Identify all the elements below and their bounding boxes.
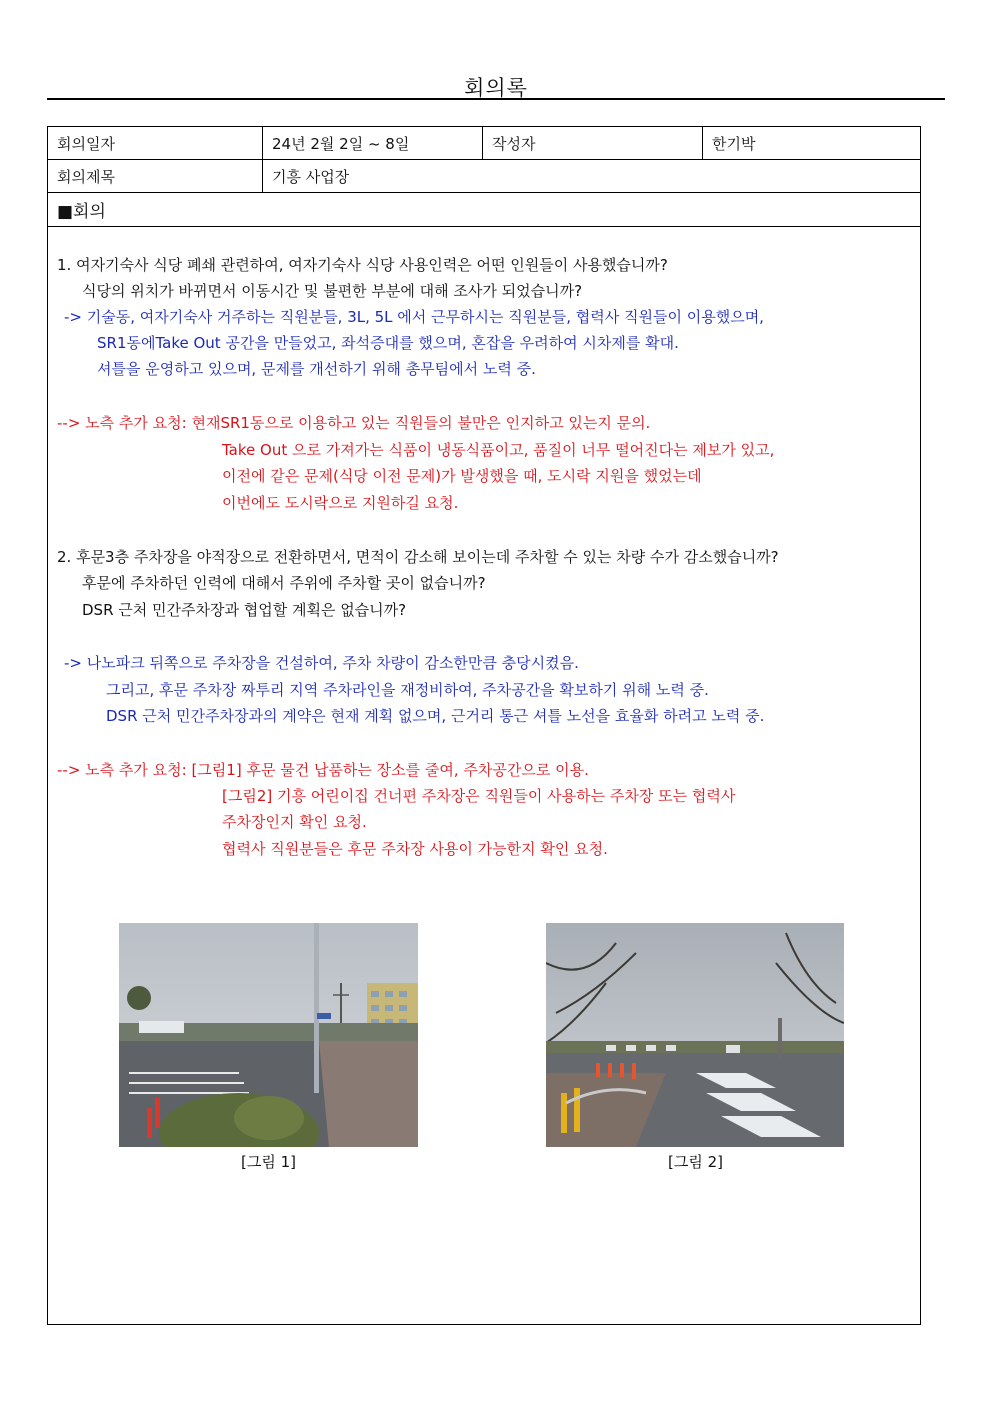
q2-request-line: [그림2] 기흥 어린이집 건너편 주차장은 직원들이 사용하는 주차장 또는 협력사	[222, 787, 736, 805]
author-label: 작성자	[483, 127, 703, 159]
date-value: 24년 2월 2일 ~ 8일	[263, 127, 483, 159]
minutes-body	[48, 227, 920, 1324]
date-label: 회의일자	[48, 127, 263, 159]
q2-request-line: 협력사 직원분들은 후문 주차장 사용이 가능한지 확인 요청.	[222, 840, 608, 858]
q2-question-line: 후문에 주차하던 인력에 대해서 주위에 주차할 곳이 없습니까?	[82, 574, 486, 592]
section-header: ■회의	[57, 202, 106, 222]
q1-answer-line: SR1동에Take Out 공간을 만들었고, 좌석증대를 했으며, 혼잡을 우려하여 시차제를 확대.	[97, 334, 679, 352]
q2-request-line: --> 노측 추가 요청: [그림1] 후문 물건 납품하는 장소를 줄여, 주차공간으로 이용.	[57, 761, 589, 779]
q1-request-line: 이전에 같은 문제(식당 이전 문제)가 발생했을 때, 도시락 지원을 했었는데	[222, 467, 702, 485]
q1-answer-line: -> 기술동, 여자기숙사 거주하는 직원분들, 3L, 5L 에서 근무하시는 직원분들, 협력사 직원들이 이용했으며,	[64, 308, 764, 326]
section-header-row	[48, 193, 920, 227]
parking-lot-photo-1	[119, 923, 418, 1147]
title-divider	[47, 98, 945, 100]
document-title: 회의록	[464, 76, 528, 100]
figure-2-caption: [그림 2]	[668, 1153, 723, 1171]
q2-request-line: 주차장인지 확인 요청.	[222, 813, 367, 831]
subject-label: 회의제목	[48, 160, 263, 192]
info-row-subject	[48, 160, 920, 193]
q2-answer-line: DSR 근처 민간주차장과의 계약은 현재 계획 없으며, 근거리 통근 셔틀 노선을 효율화 하려고 노력 중.	[106, 707, 765, 725]
parking-lot-photo-2	[546, 923, 844, 1147]
author-value: 한기박	[712, 134, 756, 153]
q1-answer-line: 셔틀을 운영하고 있으며, 문제를 개선하기 위해 총무팀에서 노력 중.	[97, 360, 536, 378]
q1-request-line: --> 노측 추가 요청: 현재SR1동으로 이용하고 있는 직원들의 불만은 인지하고 있는지 문의.	[57, 414, 651, 432]
subject-value: 기흥 사업장	[272, 167, 350, 186]
q1-question-line: 1. 여자기숙사 식당 폐쇄 관련하여, 여자기숙사 식당 사용인력은 어떤 인원들이 사용했습니까?	[57, 256, 668, 274]
q1-question-line: 식당의 위치가 바뀌면서 이동시간 및 불편한 부분에 대해 조사가 되었습니까?	[82, 282, 583, 300]
info-row-date	[48, 127, 920, 160]
q2-question-line: 2. 후문3층 주차장을 야적장으로 전환하면서, 면적이 감소해 보이는데 주차할 수 있는 차량 수가 감소했습니까?	[57, 548, 779, 566]
figure-1-photo	[119, 923, 418, 1147]
q1-request-line: Take Out 으로 가져가는 식품이 냉동식품이고, 품질이 너무 떨어진다는 제보가 있고,	[222, 441, 775, 459]
q2-question-line: DSR 근처 민간주차장과 협업할 계획은 없습니까?	[82, 601, 407, 619]
figure-2-photo	[546, 923, 844, 1147]
q2-answer-line: 그리고, 후문 주차장 짜투리 지역 주차라인을 재정비하여, 주차공간을 확보하기 위해 노력 중.	[106, 681, 709, 699]
minutes-frame	[47, 126, 921, 1325]
figure-1-caption: [그림 1]	[241, 1153, 296, 1171]
q2-answer-line: -> 나노파크 뒤쪽으로 주차장을 건설하여, 주차 차량이 감소한만큼 충당시켰음.	[64, 654, 579, 672]
q1-request-line: 이번에도 도시락으로 지원하길 요청.	[222, 494, 459, 512]
